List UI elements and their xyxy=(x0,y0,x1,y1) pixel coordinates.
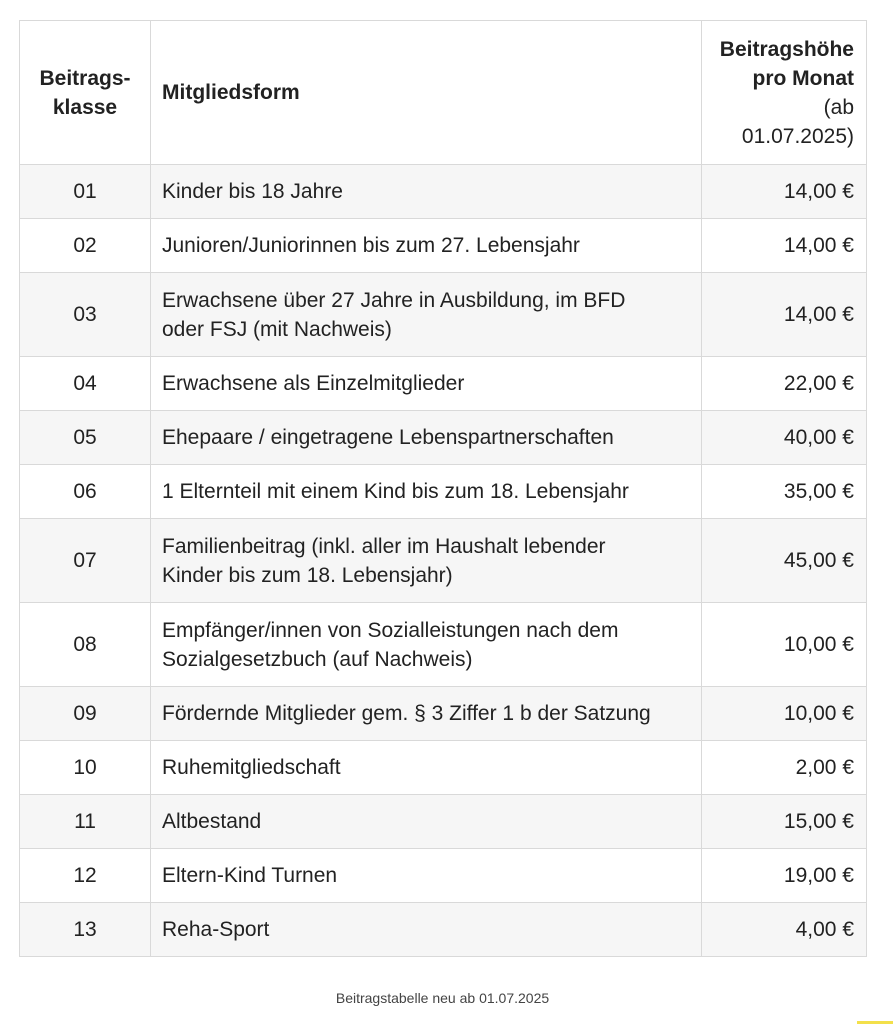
table-row xyxy=(20,741,867,795)
cell-form-line: Kinder bis 18 Jahre xyxy=(162,180,343,203)
header-fee-note: (ab xyxy=(823,95,854,119)
table-header-row xyxy=(20,21,867,165)
header-fee-note: 01.07.2025) xyxy=(741,124,854,148)
cell-form-line: Familienbeitrag (inkl. aller im Haushalt lebender xyxy=(162,534,606,558)
cell-form xyxy=(151,687,702,741)
header-class-line: klasse xyxy=(52,95,118,119)
cell-form-line: Altbestand xyxy=(162,810,262,833)
cell-form-line: Ruhemitgliedschaft xyxy=(162,756,341,779)
table-row xyxy=(20,357,867,411)
cell-class: 05 xyxy=(20,411,151,465)
cell-class: 06 xyxy=(20,465,151,519)
cell-form xyxy=(151,795,702,849)
cell-form-line: Reha-Sport xyxy=(162,918,270,941)
cell-form xyxy=(151,849,702,903)
cell-fee: 2,00 € xyxy=(702,741,867,795)
cell-fee: 19,00 € xyxy=(702,849,867,903)
cell-fee: 14,00 € xyxy=(702,165,867,219)
cell-class: 07 xyxy=(20,519,151,603)
cell-form xyxy=(151,219,702,273)
cell-form-line: Eltern-Kind Turnen xyxy=(162,864,338,887)
cell-form xyxy=(151,465,702,519)
cell-form-line: Fördernde Mitglieder gem. § 3 Ziffer 1 b der Satzung xyxy=(162,702,651,725)
table-row xyxy=(20,849,867,903)
cell-form-line: Empfänger/innen von Sozialleistungen nach dem xyxy=(162,618,619,642)
cell-class: 10 xyxy=(20,741,151,795)
cell-form-line: 1 Elternteil mit einem Kind bis zum 18. Lebensjahr xyxy=(162,480,629,503)
cell-form xyxy=(151,741,702,795)
header-fee-line: Beitragshöhe xyxy=(719,37,854,61)
cell-class: 08 xyxy=(20,603,151,687)
cell-class: 04 xyxy=(20,357,151,411)
cell-form xyxy=(151,273,702,357)
cell-form-line: Erwachsene über 27 Jahre in Ausbildung, im BFD xyxy=(162,288,626,312)
cell-form xyxy=(151,411,702,465)
table-row xyxy=(20,219,867,273)
cell-class: 03 xyxy=(20,273,151,357)
table-row xyxy=(20,519,867,603)
cell-fee: 35,00 € xyxy=(702,465,867,519)
fee-table xyxy=(19,20,867,957)
header-fee xyxy=(702,21,867,165)
table-row xyxy=(20,795,867,849)
cell-form xyxy=(151,603,702,687)
cell-form xyxy=(151,903,702,957)
table-row xyxy=(20,165,867,219)
cell-form-line: Kinder bis zum 18. Lebensjahr) xyxy=(162,563,453,587)
cell-class: 02 xyxy=(20,219,151,273)
cell-fee: 40,00 € xyxy=(702,411,867,465)
table-row xyxy=(20,687,867,741)
table-row xyxy=(20,603,867,687)
header-class xyxy=(20,21,151,165)
cell-class: 09 xyxy=(20,687,151,741)
cell-class: 01 xyxy=(20,165,151,219)
header-class-line: Beitrags- xyxy=(39,66,131,90)
cell-form xyxy=(151,165,702,219)
cell-form-line: Erwachsene als Einzelmitglieder xyxy=(162,372,465,395)
cell-form-line: oder FSJ (mit Nachweis) xyxy=(162,317,392,341)
cell-form xyxy=(151,357,702,411)
cell-form-line: Sozialgesetzbuch (auf Nachweis) xyxy=(162,647,473,671)
table-row xyxy=(20,273,867,357)
cell-fee: 45,00 € xyxy=(702,519,867,603)
header-form: Mitgliedsform xyxy=(151,21,702,165)
cell-form-line: Ehepaare / eingetragene Lebenspartnerschaften xyxy=(162,426,614,449)
table-body xyxy=(20,165,867,957)
cell-class: 13 xyxy=(20,903,151,957)
cell-fee: 14,00 € xyxy=(702,273,867,357)
cell-class: 12 xyxy=(20,849,151,903)
table-row xyxy=(20,411,867,465)
cell-class: 11 xyxy=(20,795,151,849)
cell-fee: 10,00 € xyxy=(702,687,867,741)
cell-fee: 22,00 € xyxy=(702,357,867,411)
table-row xyxy=(20,903,867,957)
cell-fee: 14,00 € xyxy=(702,219,867,273)
cell-form xyxy=(151,519,702,603)
cell-fee: 10,00 € xyxy=(702,603,867,687)
cell-form-line: Junioren/Juniorinnen bis zum 27. Lebensjahr xyxy=(162,234,580,257)
table-row xyxy=(20,465,867,519)
cell-fee: 4,00 € xyxy=(702,903,867,957)
header-fee-line: pro Monat xyxy=(752,66,854,90)
cell-fee: 15,00 € xyxy=(702,795,867,849)
table-caption: Beitragstabelle neu ab 01.07.2025 xyxy=(335,990,550,1006)
